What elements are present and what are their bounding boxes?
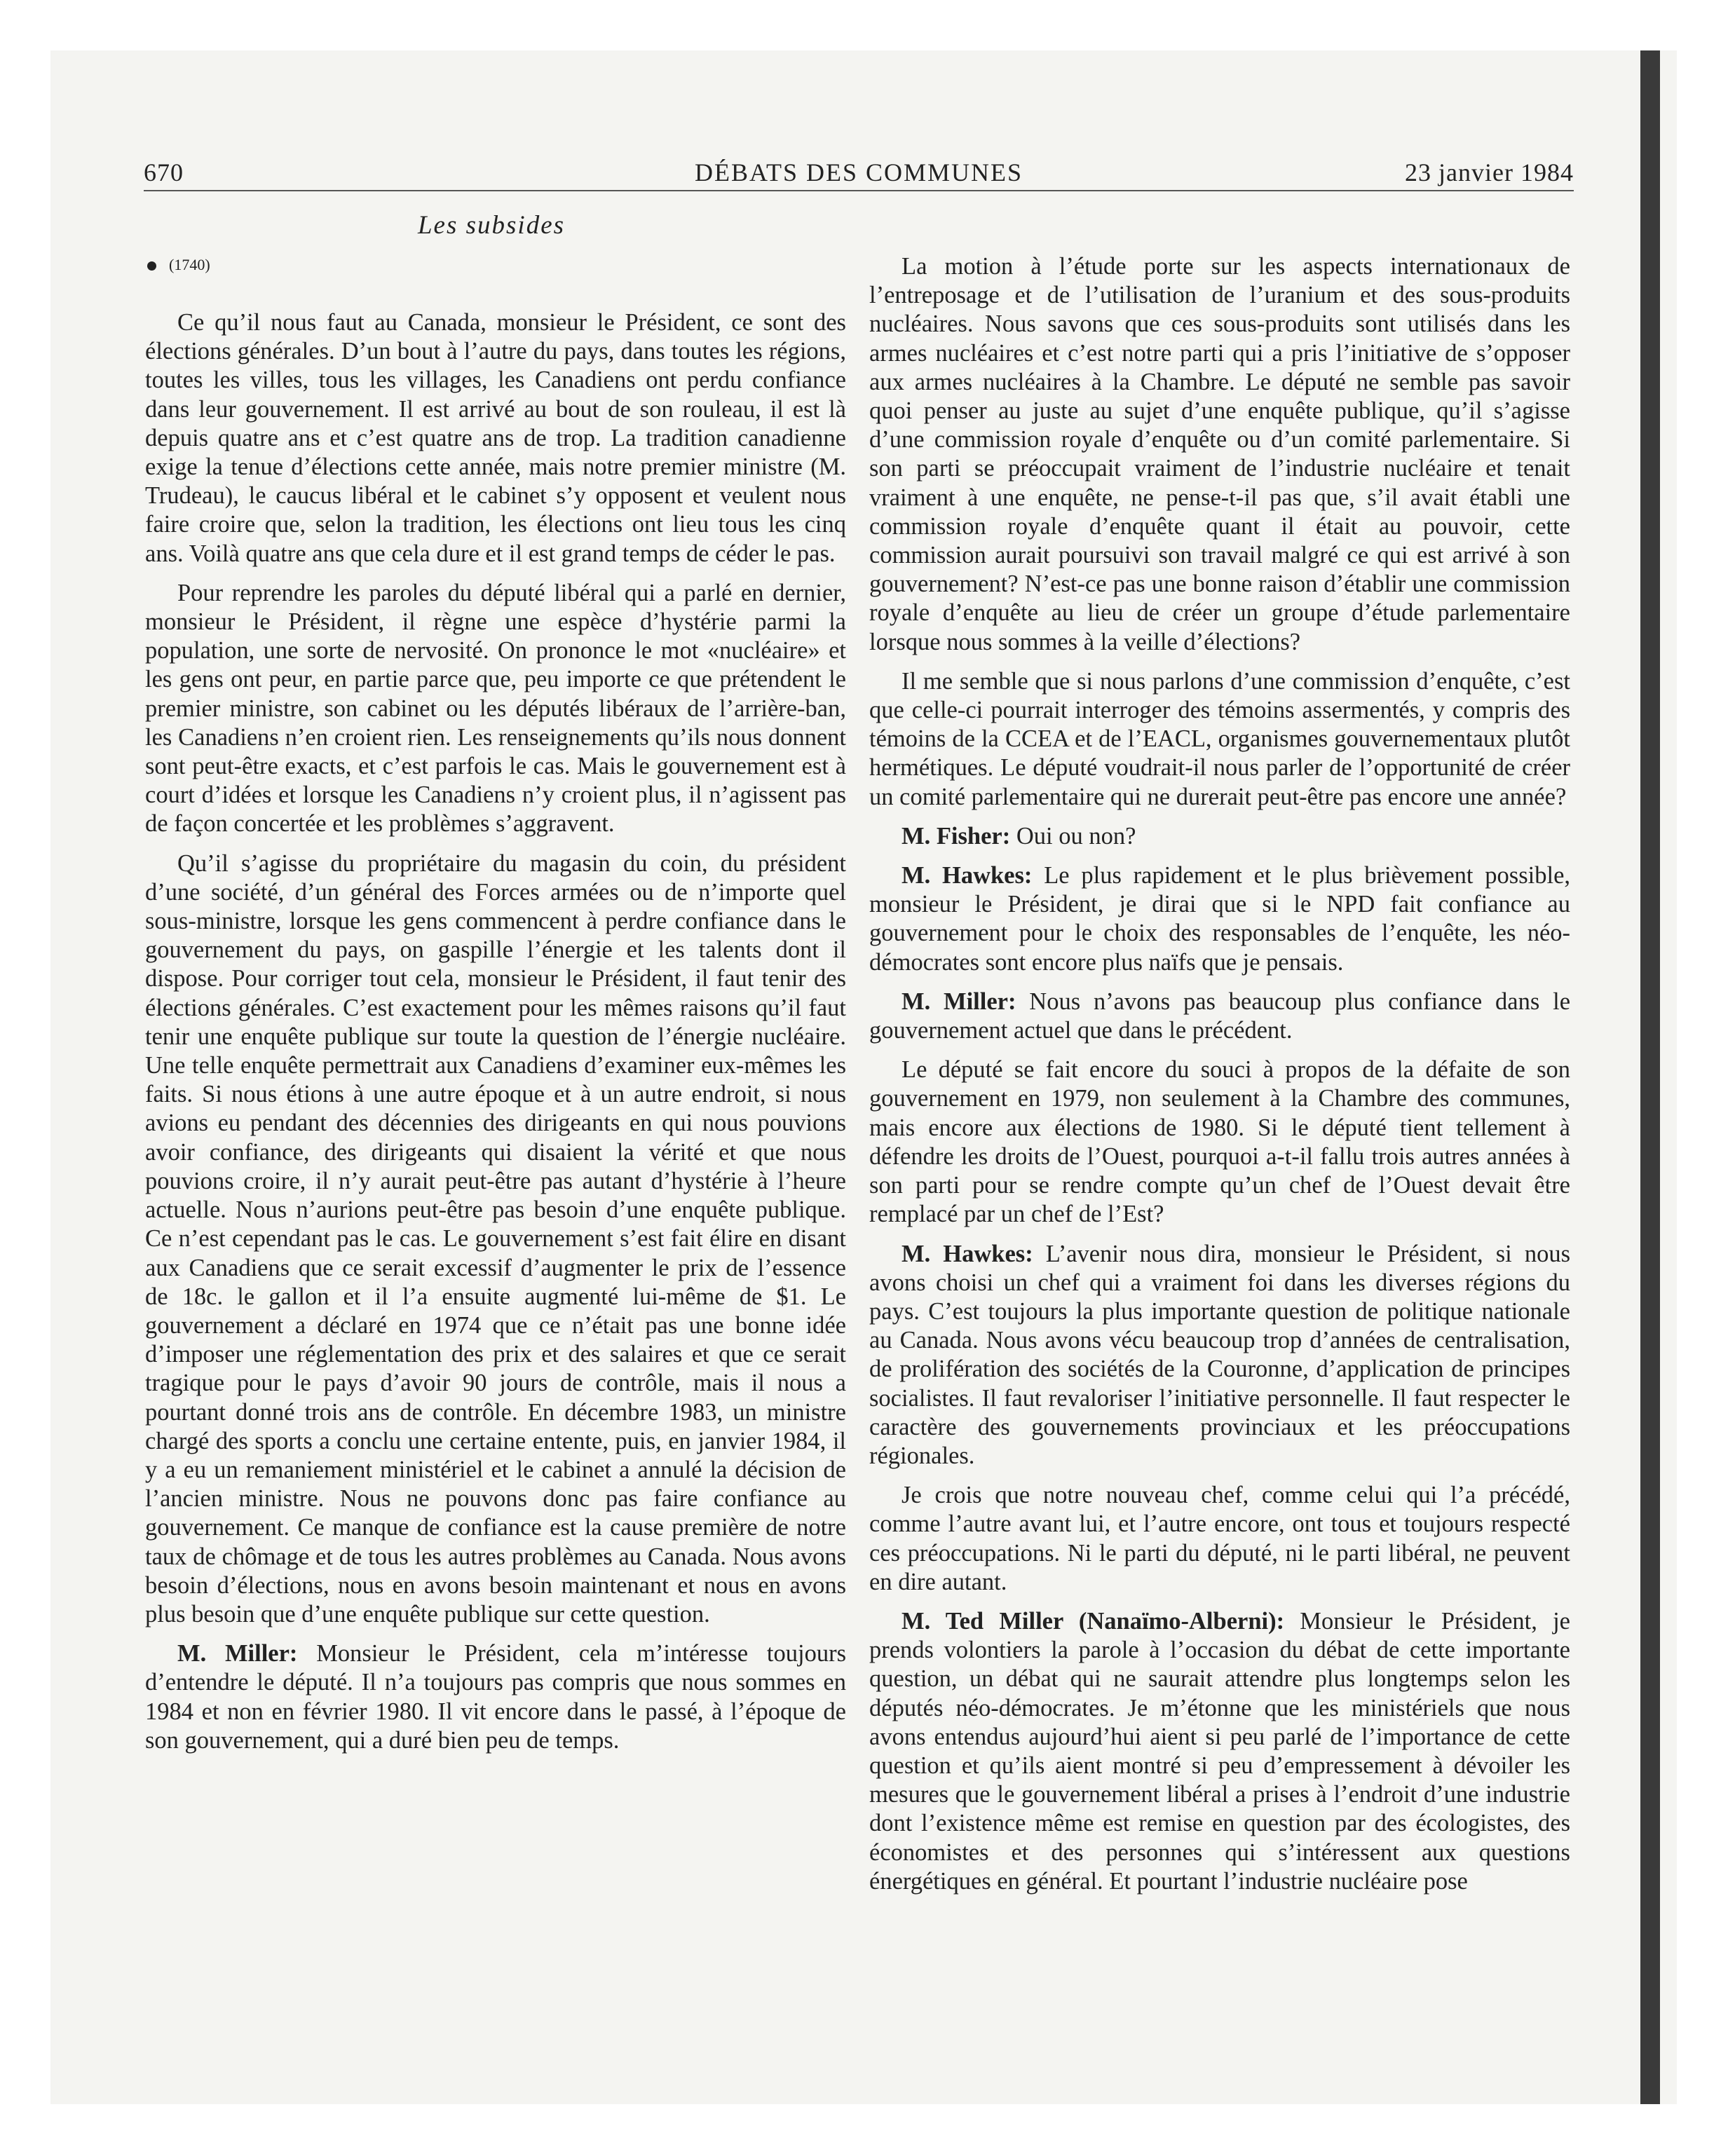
paragraph xyxy=(869,1481,1570,1597)
speaker-name: M. Ted Miller (Nanaïmo-Alberni): xyxy=(901,1607,1285,1635)
paragraph-text: Je crois que notre nouveau chef, comme celui qui l’a précédé, comme l’autre avant lui, et l’autre encore, ont tous et toujours respecté ces préoccupations. Ni le parti du député, ni le parti libéral, ne peuvent en dire autant. xyxy=(869,1482,1570,1595)
paragraph xyxy=(145,850,846,1629)
scan-border xyxy=(1640,50,1660,2104)
paragraph-text: Monsieur le Président, je prends volontiers la parole à l’occasion du débat de cette importante question, un débat qui ne saurait attendre plus longtemps selon les députés néo-démocrates. Je m’étonne que les ministériels que nous avons entendus aujourd’hui aient si peu parlé de l’importance de cette question et qu’ils aient montré si peu d’empressement à dévoiler les mesures que le gouvernement libéral a prises à l’endroit d’une industrie dont l’existence même est remise en question par des écologistes, des économistes et des personnes qui s’intéressent aux questions énergétiques en général. Et pourtant l’industrie nucléaire pose xyxy=(869,1607,1570,1895)
paragraph-text: Nous n’avons pas beaucoup plus confiance dans le gouvernement actuel que dans le précédent. xyxy=(869,988,1571,1044)
paragraph-text: Ce qu’il nous faut au Canada, monsieur le Président, ce sont des élections générales. D’un bout à l’autre du pays, dans toutes les régions, toutes les villes, tous les villages, les Canadiens ont perdu confiance dans leur gouvernement. Il est arrivé au bout de son rouleau, il est là depuis quatre ans et c’est quatre ans de trop. La tradition canadienne exige la tenue d’élections cette année, mais notre premier ministre (M. Trudeau), le caucus libéral et le cabinet s’y opposent et veulent nous faire croire que, selon la tradition, les élections ont lieu tous les cinq ans. Voilà quatre ans que cela dure et il est grand temps de céder le pas. xyxy=(145,309,846,567)
paragraph xyxy=(869,861,1570,977)
speaker-name: M. Miller: xyxy=(901,988,1016,1015)
paragraph xyxy=(869,1240,1570,1471)
paragraph xyxy=(869,667,1570,812)
paragraph-text: Le plus rapidement et le plus brièvement possible, monsieur le Président, je dirai que si le NPD fait confiance au gouvernement pour le choix des responsables de l’enquête, les néo-démocrates sont encore plus naïfs que je pensais. xyxy=(869,862,1571,976)
speaker-name: M. Hawkes: xyxy=(901,862,1033,889)
paragraph-text: Qu’il s’agisse du propriétaire du magasin du coin, du président d’une société, d’un général des Forces armées ou de n’importe quel sous-ministre, lorsque les gens commencent à perdre confiance dans le gouvernement du pays, on gaspille l’énergie et les talents dont il dispose. Pour corriger tout cela, monsieur le Président, il faut tenir des élections générales. C’est exactement pour les mêmes raisons qu’il faut tenir une enquête publique sur toute la question de l’énergie nucléaire. Une telle enquête permettrait aux Canadiens d’examiner eux-mêmes les faits. Si nous étions à une autre époque et à un autre endroit, si nous avions eu pendant des décennies des dirigeants en qui nous pouvions avoir confiance, des dirigeants qui disaient la vérité et que nous pouvions croire, il n’y aurait peut-être pas autant d’hystérie à l’heure actuelle. Nous n’aurions peut-être pas besoin d’une enquête publique. Ce n’est cependant pas le cas. Le gouvernement s’est fait élire en disant aux Canadiens que ce serait excessif d’augmenter le prix de l’essence de 18c. le gallon et il l’a ensuite augmenté lui-même de $1. Le gouvernement a déclaré en 1974 que ce n’était pas une bonne idée d’imposer une réglementation des prix et des salaires et que ce serait tragique pour le pays d’avoir 90 jours de contrôle, mais il nous a pourtant donné trois ans de contrôle. En décembre 1983, un ministre chargé des sports a conclu une certaine entente, puis, en janvier 1984, il y a eu un remaniement ministériel et le cabinet a annulé la décision de l’ancien ministre. Nous ne pouvons donc pas faire confiance au gouvernement. Ce manque de confiance est la cause première de notre taux de chômage et de tous les autres problèmes au Canada. Nous avons besoin d’élections, nous en avons besoin maintenant et nous en avons plus besoin que d’une enquête publique sur cette question. xyxy=(145,850,846,1628)
publication-date: 23 janvier 1984 xyxy=(1405,158,1574,186)
speaker-name: M. Miller: xyxy=(177,1640,298,1667)
paragraph-text: Oui ou non? xyxy=(1010,822,1136,850)
speaker-name: M. Fisher: xyxy=(901,822,1011,850)
paragraph-text: La motion à l’étude porte sur les aspects internationaux de l’entreposage et de l’utilisation de l’uranium et des sous-produits nucléaires. Nous savons que ces sous-produits sont utilisés dans les armes nucléaires et c’est notre parti qui a pris l’initiative de s’opposer aux armes nucléaires à la Chambre. Le député ne semble pas savoir quoi penser au juste au sujet d’une enquête publique, qu’il s’agisse d’une commission royale d’enquête ou d’un comité parlementaire. Si son parti se préoccupait vraiment de l’industrie nucléaire et tenait vraiment à une enquête, ne pense-t-il pas que, s’il avait établi une commission royale d’enquête quant il était au pouvoir, cette commission aurait poursuivi son travail malgré ce qui est arrivé à son gouvernement? N’est-ce pas une bonne raison d’établir une commission royale d’enquête au lieu de créer un groupe d’étude parlementaire lorsque nous sommes à la veille d’élections? xyxy=(869,253,1570,655)
paragraph xyxy=(869,822,1570,851)
paragraph xyxy=(145,1639,846,1755)
paragraph xyxy=(869,252,1570,657)
page-header xyxy=(144,158,1574,191)
speaker-name: M. Hawkes: xyxy=(901,1240,1033,1267)
publication-title: DÉBATS DES COMMUNES xyxy=(694,158,1023,186)
paragraph-text: Pour reprendre les paroles du député libéral qui a parlé en dernier, monsieur le Président, il règne une espèce d’hystérie parmi la population, une sorte de nervosité. On prononce le mot «nucléaire» et les gens ont peur, en partie parce que, peu importe ce que prétendent le premier ministre, son cabinet ou les députés libéraux de l’arrière-ban, les Canadiens n’en croient rien. Les renseignements qu’ils nous donnent sont peut-être exacts, et c’est parfois le cas. Mais le gouvernement est à court d’idées et lorsque les Canadiens n’y croient plus, il n’agissent pas de façon concertée et les problèmes s’aggravent. xyxy=(145,579,846,838)
left-column xyxy=(145,308,846,1766)
bullet-icon xyxy=(147,261,156,271)
paragraph xyxy=(145,579,846,839)
right-column xyxy=(869,252,1570,1906)
timestamp-marker xyxy=(147,256,210,274)
paragraph-text: Le député se fait encore du souci à propos de la défaite de son gouvernement en 1979, non seulement à la Chambre des communes, mais encore aux élections de 1980. Si le député tient tellement à défendre les droits de l’Ouest, pourquoi a-t-il fallu trois autres années à son parti pour se rendre compte qu’un chef de l’Ouest devait être remplacé par un chef de l’Est? xyxy=(869,1056,1570,1228)
paragraph xyxy=(869,1607,1570,1896)
paragraph xyxy=(145,308,846,568)
paragraph-text: Monsieur le Président, cela m’intéresse toujours d’entendre le député. Il n’a toujours pas compris que nous sommes en 1984 et non en février 1980. Il vit encore dans le passé, à l’époque de son gouvernement, qui a duré bien peu de temps. xyxy=(145,1640,846,1754)
paragraph xyxy=(869,1056,1570,1229)
section-title: Les subsides xyxy=(417,211,566,240)
paragraph-text: Il me semble que si nous parlons d’une commission d’enquête, c’est que celle-ci pourrait interroger des témoins assermentés, y compris des témoins de la CCEA et de l’EACL, organismes gouvernementaux plutôt hermétiques. Le député voudrait-il nous parler de l’opportunité de créer un comité parlementaire qui ne durerait peut-être pas encore une année? xyxy=(869,667,1570,810)
paragraph xyxy=(869,988,1570,1045)
page-number: 670 xyxy=(144,158,184,186)
paragraph-text: L’avenir nous dira, monsieur le Président, si nous avons choisi un chef qui a vraiment foi dans les diverses régions du pays. C’est toujours la plus importante question de politique nationale au Canada. Nous avons vécu beaucoup trop d’années de centralisation, de prolifération des sociétés de la Couronne, d’application de principes socialistes. Il faut revaloriser l’initiative personnelle. Il faut respecter le caractère des gouvernements provinciaux et les préoccupations régionales. xyxy=(869,1240,1570,1469)
timestamp-text: (1740) xyxy=(169,256,210,273)
